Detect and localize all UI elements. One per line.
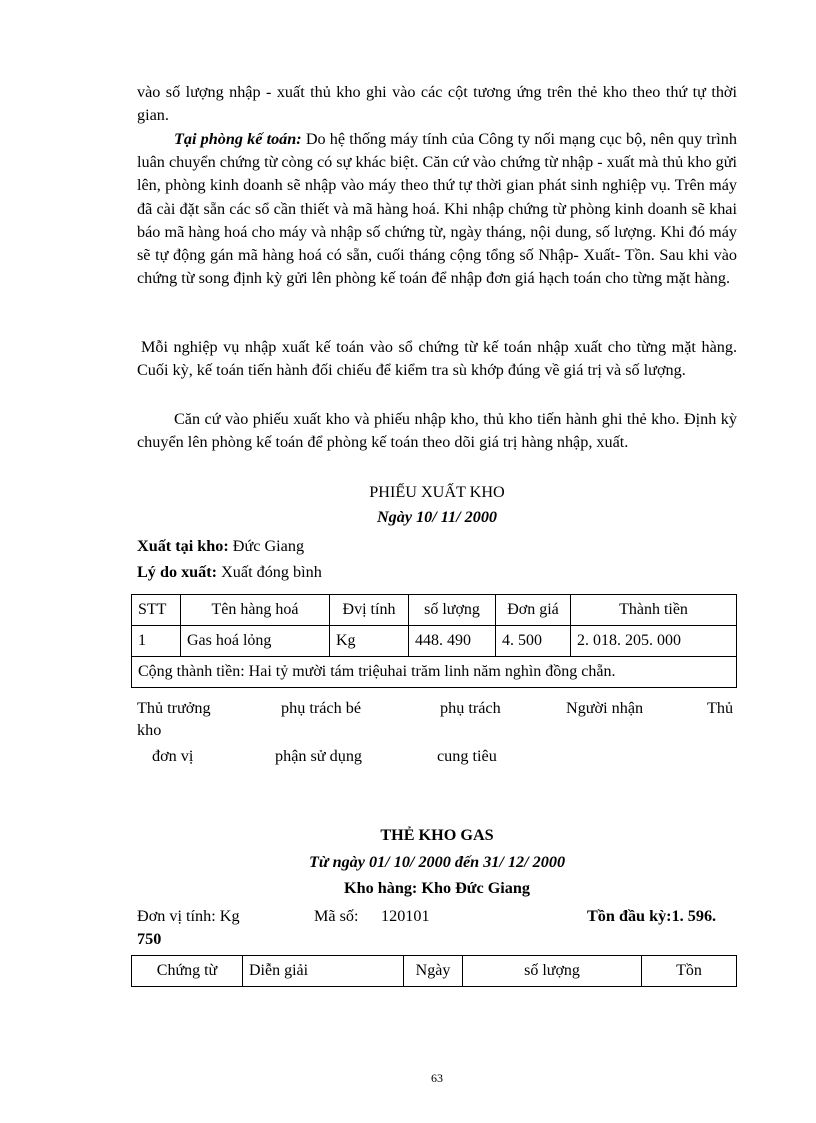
signature-warehouse-keeper: Thủ bbox=[707, 699, 734, 717]
header-cell: Ngày bbox=[404, 956, 463, 987]
cell: 448. 490 bbox=[409, 626, 496, 657]
slip-table bbox=[131, 594, 737, 688]
paragraph-4: Căn cứ vào phiếu xuất kho và phiếu nhập kho, thủ kho tiến hành ghi thẻ kho. Định kỳ chuyển lên phòng kế toán để phòng kế toán theo dõi giá trị hàng nhập, xuất. bbox=[137, 410, 737, 452]
cell: Gas hoá lỏng bbox=[181, 626, 330, 657]
header-cell: Diễn giải bbox=[243, 956, 404, 987]
signature-dept: phụ trách bé bbox=[281, 699, 362, 717]
signature-dept-cont: phận sử dụng bbox=[275, 747, 363, 765]
slip-warehouse-label: Xuất tại kho: bbox=[137, 537, 229, 555]
header-cell: Tồn bbox=[642, 956, 737, 987]
card-unit: Đơn vị tính: Kg bbox=[137, 907, 240, 925]
header-cell: Chứng từ bbox=[132, 956, 243, 987]
cell: 2. 018. 205. 000 bbox=[571, 626, 737, 657]
card-warehouse: Kho hàng: Kho Đức Giang bbox=[343, 879, 530, 897]
paragraph-3: Mỗi nghiệp vụ nhập xuất kế toán vào sổ chứng từ kế toán nhập xuất cho từng mặt hàng. Cuối kỳ, kế toán tiến hành đối chiếu để kiểm tra sù khớp đúng về giá trị và số lượng. bbox=[137, 338, 737, 380]
table-row bbox=[132, 626, 737, 657]
header-cell: Tên hàng hoá bbox=[181, 595, 330, 626]
paragraph-1: vào số lượng nhập - xuất thủ kho ghi vào các cột tương ứng trên thẻ kho theo thứ tự thời gian. bbox=[137, 83, 737, 125]
paragraph-2 bbox=[137, 128, 737, 290]
total-cell: Cộng thành tiền: Hai tỷ mười tám triệuhai trăm linh năm nghìn đồng chẵn. bbox=[132, 657, 737, 688]
header-cell: số lượng bbox=[463, 956, 642, 987]
header-cell: Đvị tính bbox=[330, 595, 409, 626]
cell: 4. 500 bbox=[496, 626, 571, 657]
slip-date: Ngày 10/ 11/ 2000 bbox=[376, 508, 498, 526]
page-number: 63 bbox=[431, 1071, 443, 1085]
card-opening-balance: Tồn đầu kỳ:1. 596. bbox=[587, 907, 717, 925]
cell: 1 bbox=[132, 626, 181, 657]
header-cell: Thành tiền bbox=[571, 595, 737, 626]
signature-head-cont: đơn vị bbox=[152, 747, 194, 765]
slip-reason-value: Xuất đóng bình bbox=[217, 563, 322, 581]
card-title: THẺ KHO GAS bbox=[380, 826, 494, 844]
slip-warehouse-value: Đức Giang bbox=[228, 537, 305, 555]
signature-receiver: Người nhận bbox=[566, 699, 644, 717]
paragraph-2-lead: Tại phòng kế toán: bbox=[174, 130, 302, 148]
header-cell: Đơn giá bbox=[496, 595, 571, 626]
header-cell: số lượng bbox=[409, 595, 496, 626]
slip-title: PHIẾU XUẤT KHO bbox=[369, 483, 505, 501]
table-header-row bbox=[132, 595, 737, 626]
signature-warehouse-keeper-cont: kho bbox=[137, 721, 162, 739]
card-code-label: Mã số: bbox=[314, 907, 359, 925]
signature-head: Thủ trưởng bbox=[137, 699, 211, 717]
slip-reason-label: Lý do xuất: bbox=[137, 563, 218, 581]
slip-reason bbox=[137, 563, 322, 582]
paragraph-2-text: Do hệ thống máy tính của Công ty nối mạng cục bộ, nên quy trình luân chuyển chứng từ còng có sự khác biệt. Căn cứ vào chứng từ nhập - xuất mà thủ kho gửi lên, phòng kinh doanh sẽ nhập vào máy theo thứ tự thời gian phát sinh nghiệp vụ. Trên máy đã cài đặt sẵn các sổ cần thiết và mã hàng hoá. Khi nhập chứng từ phòng kinh doanh sẽ khai báo mã hàng hoá cho máy và nhập số chứng từ, ngày tháng, nội dung, số lượng. Khi đó máy sẽ tự động gán mã hàng hoá có sẵn, cuối tháng cộng tổng số Nhập- Xuất- Tồn. Sau khi vào chứng từ song định kỳ gửi lên phòng kế toán để nhập đơn giá hạch toán cho từng mặt hàng. bbox=[137, 130, 737, 288]
slip-warehouse bbox=[137, 537, 304, 556]
signature-supply: phụ trách bbox=[440, 699, 501, 717]
cell: Kg bbox=[330, 626, 409, 657]
card-period: Từ ngày 01/ 10/ 2000 đến 31/ 12/ 2000 bbox=[308, 853, 566, 871]
table-total-row bbox=[132, 657, 737, 688]
card-opening-balance-cont: 750 bbox=[137, 930, 162, 948]
header-cell: STT bbox=[132, 595, 181, 626]
signature-supply-cont: cung tiêu bbox=[437, 747, 497, 765]
card-code-value: 120101 bbox=[381, 907, 430, 925]
card-table bbox=[131, 955, 737, 987]
table-header-row bbox=[132, 956, 737, 987]
